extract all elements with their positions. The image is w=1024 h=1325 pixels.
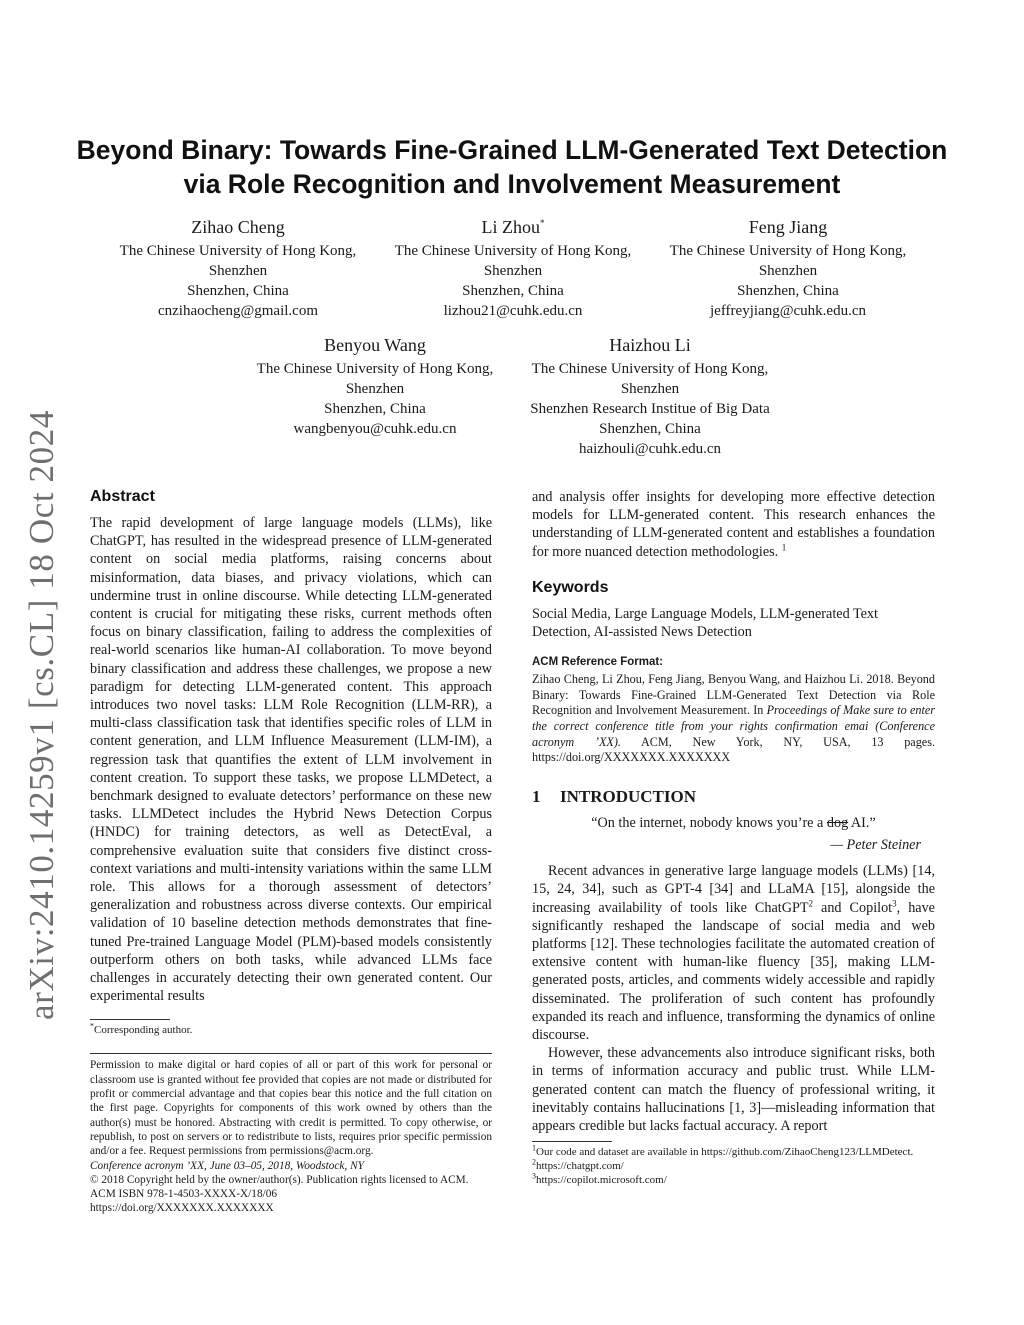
author-block (393, 216, 633, 321)
acm-reference-text: Zihao Cheng, Li Zhou, Feng Jiang, Benyou Wang, and Haizhou Li. 2018. Beyond Binary: Towards Fine-Grained LLM-Generated Text Detection via Role Recognition and Involvement Measurement. In Proceedings of Make sure to enter the correct conference title from your rights confirmation emai (Conference acronym ’XX). ACM, New York, NY, USA, 13 pages. https://doi.org/XXXXXXX.XXXXXXX (532, 672, 936, 765)
permission-block (90, 1058, 492, 1215)
author-block (255, 334, 495, 439)
author-affiliation: The Chinese University of Hong Kong, Shenzhen (669, 243, 907, 279)
author-email: haizhouli@cuhk.edu.cn (578, 441, 722, 457)
author-location: Shenzhen, China (187, 283, 289, 299)
author-affiliation: The Chinese University of Hong Kong, Shenzhen (531, 361, 769, 397)
footnote-rule (90, 1019, 170, 1020)
author-location: Shenzhen Research Institue of Big Data Shenzhen, China (530, 401, 770, 437)
author-name: Benyou Wang (324, 335, 426, 355)
intro-heading: 1 INTRODUCTION (532, 786, 697, 806)
footnotes (532, 1145, 935, 1187)
footnote-rule (532, 1141, 612, 1142)
author-name: Haizhou Li (609, 335, 691, 355)
author-email: lizhou21@cuhk.edu.cn (443, 303, 583, 319)
epigraph-quote: “On the internet, nobody knows you’re a dog AI.” (591, 814, 876, 831)
permission-rule (90, 1053, 492, 1054)
footnote-ref[interactable]: 3 (892, 897, 897, 908)
abstract-continuation: and analysis offer insights for developing more effective detection models for LLM-generated content. This research enhances the understanding of LLM-generated content and establishes a foundation for more nuanced detection methodologies. $^1$ (532, 489, 935, 560)
footnote-item: $^1$Our code and dataset are available in https://github.com/ZihaoCheng123/LLMDetect. (532, 1143, 914, 1159)
conference-line: Conference acronym ’XX, June 03–05, 2018, Woodstock, NY (90, 1159, 364, 1172)
epigraph-attribution: — Peter Steiner (830, 836, 921, 853)
author-name: Li Zhou* (481, 217, 545, 237)
left-column (90, 486, 492, 1216)
corresponding-note: *Corresponding author. (90, 1021, 193, 1037)
author-email: cnzihaocheng@gmail.com (157, 303, 318, 319)
abstract-heading: Abstract (90, 488, 155, 505)
author-affiliation: The Chinese University of Hong Kong, Shenzhen (394, 243, 632, 279)
paper-title: Beyond Binary: Towards Fine-Grained LLM-Generated Text Detection via Role Recognition and Involvement Measurement (76, 135, 948, 199)
keywords-text: Social Media, Large Language Models, LLM-generated Text Detection, AI-assisted News Detection (532, 605, 878, 641)
permission-text: Permission to make digital or hard copies of all or part of this work for personal or classroom use is granted without fee provided that copies are not made or distributed for profit or commercial advantage and that copies bear this notice and the full citation on the first page. Copyrights for components of this work owned by others than the author(s) must be honored. Abstracting with credit is permitted. To copy otherwise, or republish, to post on servers or to redistribute to lists, requires prior specific permission and/or a fee. Request permissions from permissions@acm.org. (90, 1059, 492, 1158)
abstract-text: The rapid development of large language models (LLMs), like ChatGPT, has resulted in the widespread presence of LLM-generated content on social media platforms, raising concerns about misinformation, data biases, and privacy violations, which can undermine trust in online discourse. While detecting LLM-generated content is crucial for mitigating these risks, current methods often focus on binary classification, failing to address the complexities of real-world scenarios like human-AI collaboration. To move beyond binary classification and address these challenges, we propose a new paradigm for detecting LLM-generated content. This approach introduces two novel tasks: LLM Role Recognition (LLM-RR), a multi-class classification task that identifies specific roles of LLM in content generation, and LLM Influence Measurement (LLM-IM), a regression task that quantifies the extent of LLM involvement in content creation. To support these tasks, we propose LLMDetect, a benchmark designed to evaluate detectors’ performance on these new tasks. LLMDetect includes the Hybrid News Detection Corpus (HNDC) for training detectors, as well as DetectEval, a comprehensive evaluation suite that considers five distinct cross-context variations and multi-intensity variations within the same LLM role. This allows for a thorough assessment of detectors’ generalization and robustness across diverse contexts. Our empirical validation of 10 baseline detection methods demonstrates that fine-tuned Pre-trained Language Model (PLM)-based models consistently outperform others on both tasks, while advanced LLMs face challenges in accurately detecting their own generated content. Our experimental results (90, 515, 492, 1005)
author-name: Zihao Cheng (191, 217, 285, 237)
author-affiliation: The Chinese University of Hong Kong, Shenzhen (256, 361, 494, 397)
author-block (530, 334, 770, 459)
author-block (668, 216, 908, 321)
author-email: jeffreyjiang@cuhk.edu.cn (710, 303, 866, 319)
intro-paragraph: However, these advancements also introduce significant risks, both in terms of information accuracy and public trust. While LLM-generated content can match the fluency of professional writing, it inevitably contains hallucinations [1, 3]—misleading information that appears credible but lacks factual accuracy. A report (532, 1045, 935, 1135)
intro-paragraph: Recent advances in generative large language models (LLMs) [14, 15, 24, 34], such as GPT-4 [34] and LLaMA [15], alongside the increasing availability of tools like ChatGPT$^2$ and Copilot$^3$, have significantly reshaped the landscape of social media and web platforms [12]. These technologies facilitate the automated creation of extensive content with human-like fluency [35], making LLM-generated posts, articles, and comments widely accessible and rapidly disseminated. The proliferation of such content has profoundly expanded its reach and influence, transforming the dynamics of online discourse. (532, 863, 935, 1044)
author-location: Shenzhen, China (462, 283, 564, 299)
arxiv-stamp: arXiv:2410.14259v1 [cs.CL] 18 Oct 2024 (22, 410, 61, 1020)
footnote-ref[interactable]: 2 (808, 897, 814, 908)
author-location: Shenzhen, China (737, 283, 839, 299)
acm-reference (532, 655, 935, 766)
isbn-line: ACM ISBN 978-1-4503-XXXX-X/18/06 (90, 1188, 278, 1201)
author-location: Shenzhen, China (324, 401, 426, 417)
footnote-ref[interactable]: 1 (781, 541, 787, 552)
author-affiliation: The Chinese University of Hong Kong, Shenzhen (119, 243, 357, 279)
footnote-item: $^2$https://chatgpt.com/ (532, 1157, 624, 1173)
keywords-heading: Keywords (532, 578, 609, 596)
author-email: wangbenyou@cuhk.edu.cn (293, 421, 457, 437)
author-block (118, 216, 358, 321)
copyright-line: © 2018 Copyright held by the owner/author(s). Publication rights licensed to ACM. (90, 1173, 469, 1186)
author-name: Feng Jiang (748, 217, 828, 237)
acm-reference-heading: ACM Reference Format: (532, 656, 663, 669)
right-column (532, 488, 935, 1187)
footnote-item: $^3$https://copilot.microsoft.com/ (532, 1171, 667, 1187)
doi-line: https://doi.org/XXXXXXX.XXXXXXX (90, 1202, 274, 1215)
corresponding-mark: * (540, 218, 545, 228)
